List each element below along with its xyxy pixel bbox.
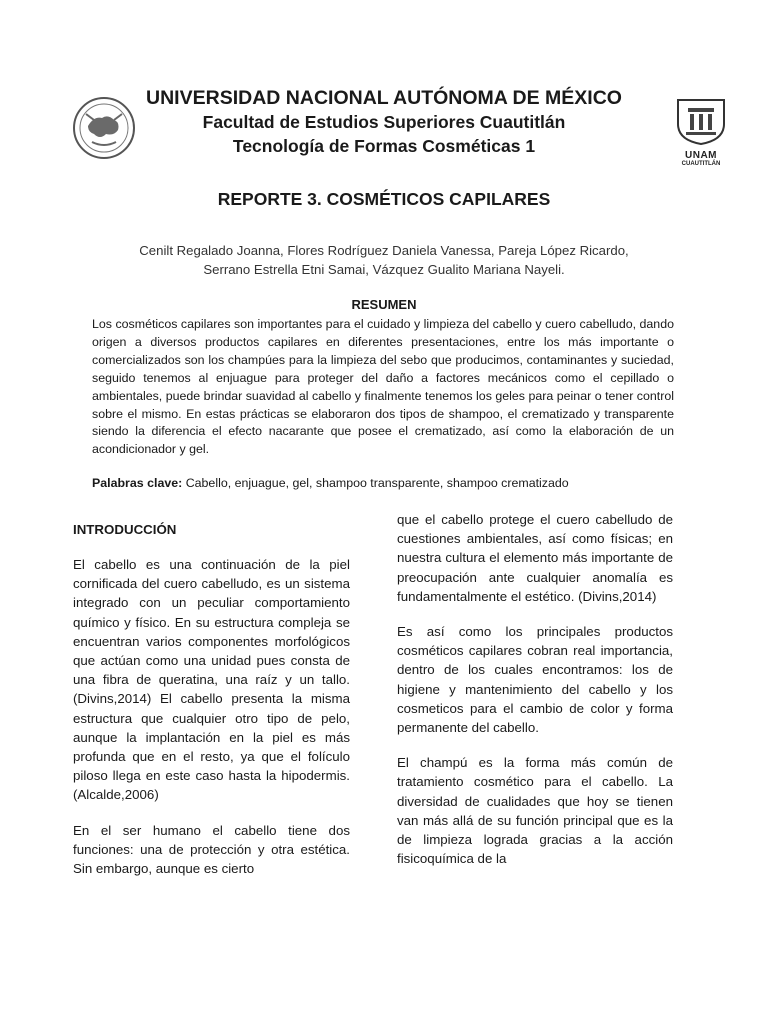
course-name: Tecnología de Formas Cosméticas 1 [232,136,536,156]
left-paragraph-1: El cabello es una continuación de la piel cornificada del cuero cabelludo, es un sistema integrado con un peculiar comportamiento químico y físico. En su estructura compleja se encuentran varios componentes morfológicos que actúan como una unidad pues consta de una fibra de queratina, una raíz y un tallo. (Divins,2014) El cabello presenta la misma estructura que cualquier otro tipo de pelo, aunque la implantación en la piel es más profunda que en el resto, ya que el folículo piloso llega en este caso hasta la hipodermis. (Alcalde,2006) [73,557,350,803]
authors-line-1: Cenilt Regalado Joanna, Flores Rodríguez Daniela Vanessa, Pareja López Ricardo, [139,243,629,258]
keywords-list: Cabello, enjuague, gel, shampoo transparente, shampoo crematizado [182,476,569,490]
keywords-label: Palabras clave: [92,476,183,490]
abstract-text: Los cosméticos capilares son importantes para el cuidado y limpieza del cabello y cuero cabelludo, dando origen a diversos productos capilares en diferentes presentaciones, entre los más importante o comercializados son los champúes para la limpieza del sebo que producimos, contaminantes y suciedad, seguido tenemos al enjuague para proteger del daño a factores mecánicos como el cepillado o ambientales, puede brindar suavidad al cabello y finalmente tenemos los geles para peinar o tener control sobre el mismo. En estas prácticas se elaboraron dos tipos de shampoo, el crematizado y transparente siendo la diferencia el efecto nacarante que posee el crematizado, así como la elaboración de un acondicionador y gel. [92,317,674,457]
left-column [73,520,350,894]
left-paragraph-2: En el ser humano el cabello tiene dos funciones: una de protección y otra estética. Sin embargo, aunque es cierto [73,822,350,877]
document-header [0,86,768,158]
university-name: UNIVERSIDAD NACIONAL AUTÓNOMA DE MÉXICO [146,87,622,109]
keywords [92,475,674,493]
abstract-title: RESUMEN [351,297,417,312]
authors-line-2: Serrano Estrella Etni Samai, Vázquez Gualito Mariana Nayeli. [203,262,565,277]
logo-caption-cuautitlan: CUAUTITLÁN [681,161,721,167]
right-column [397,510,673,884]
introduction-heading: INTRODUCCIÓN [73,522,177,537]
faculty-name: Facultad de Estudios Superiores Cuautitlán [202,112,566,132]
right-paragraph-1: que el cabello protege el cuero cabelludo de cuestiones ambientales, así como físicas; en nuestra cultura el elemento más importante de preocupación ante cualquier anomalía es fundamentalmente el estético. (Divins,2014) [397,512,673,604]
right-paragraph-3: El champú es la forma más común de tratamiento cosmético para el cabello. La diversidad de cualidades que hoy se tienen van más allá de su función principal que es la de limpieza lograda gracias a la acción fisicoquímica de la [397,755,673,867]
authors [80,241,688,279]
report-title: REPORTE 3. COSMÉTICOS CAPILARES [217,189,551,209]
right-paragraph-2: Es así como los principales productos cosméticos capilares cobran real importancia, dentro de los cuales encontramos: los de higiene y mantenimiento del cabello y los cosmeticos para el cambio de color y forma permanente del cabello. [397,624,673,736]
logo-caption-unam: UNAM [685,150,717,161]
